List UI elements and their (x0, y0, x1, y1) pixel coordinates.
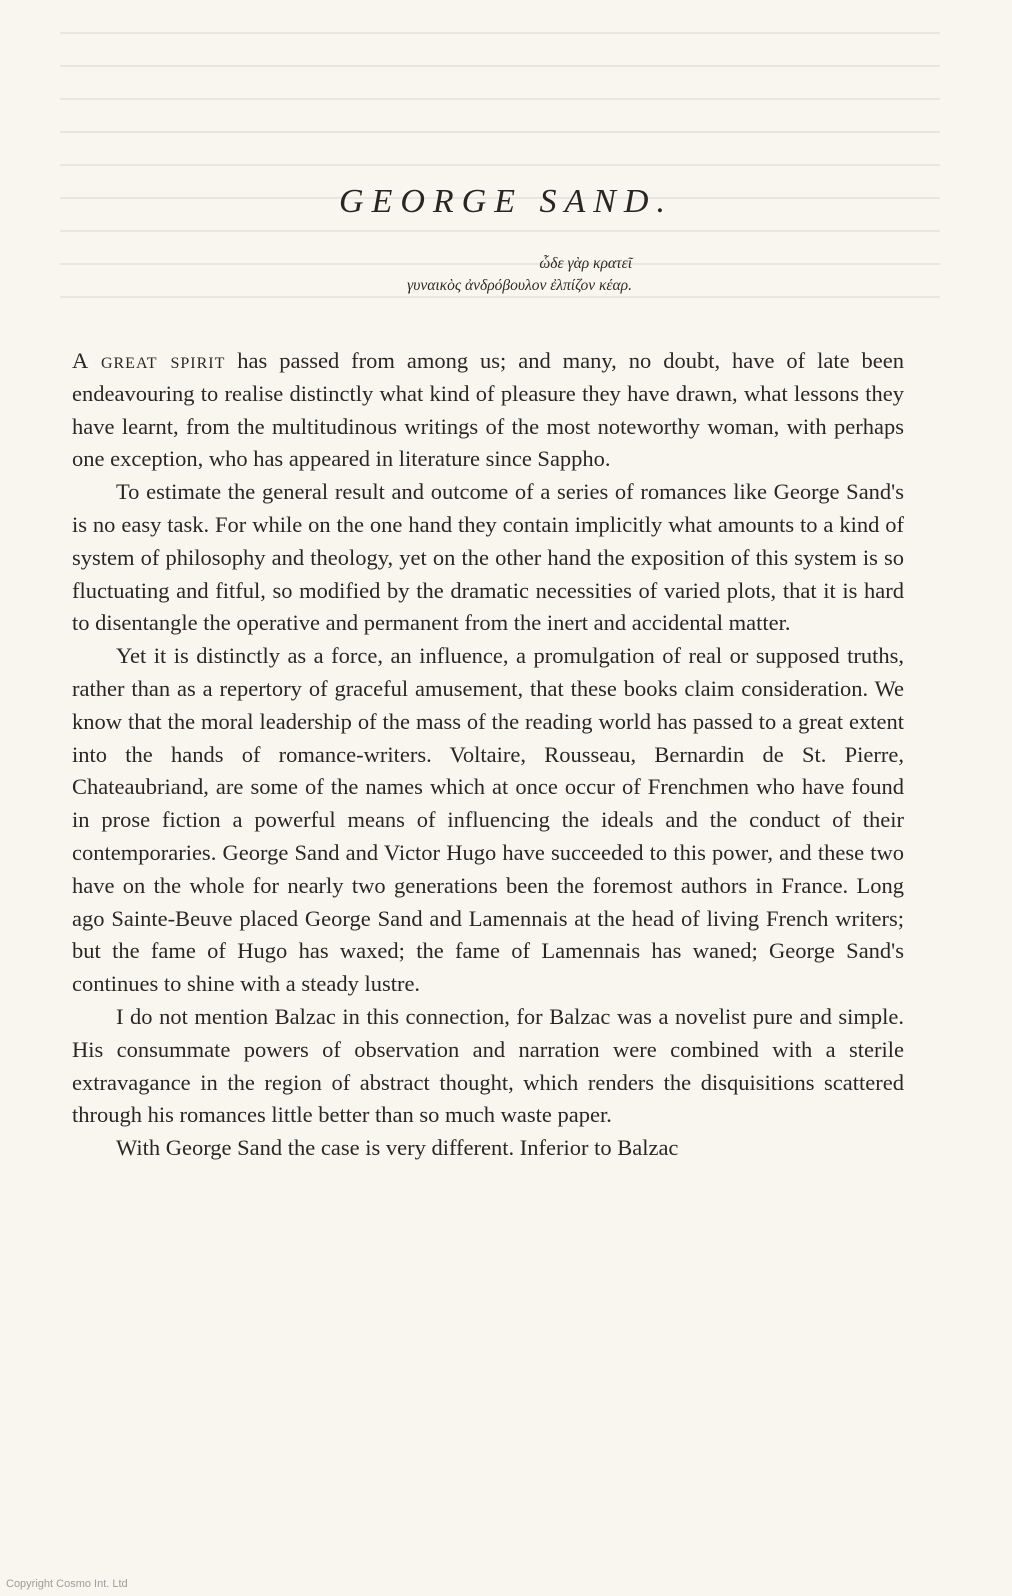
article-title: GEORGE SAND. (339, 183, 673, 220)
paragraph-3: Yet it is distinctly as a force, an influence, a promulgation of real or supposed truths, rather than as a repertory of graceful amusement, that these books claim consideration. We know that the moral leadership of the mass of the reading world has passed to a great extent into the hands of romance-writers. Voltaire, Rousseau, Bernardin de St. Pierre, Chateaubriand, are some of the names which at once occur of Frenchmen who have found in prose fiction a powerful means of influencing the ideals and the conduct of their contemporaries. George Sand and Victor Hugo have succeeded to this power, and these two have on the whole for nearly two generations been the foremost authors in France. Long ago Sainte-Beuve placed George Sand and Lamennais at the head of living French writers; but the fame of Hugo has waxed; the fame of Lamennais has waned; George Sand's continues to shine with a steady lustre. (72, 643, 904, 997)
epigraph-line-2: γυναικὸς ἀνδρόβουλον ἐλπίζον κέαρ. (407, 277, 632, 294)
paragraph-4: I do not mention Balzac in this connection, for Balzac was a novelist pure and simple. His consummate powers of observation and narration were combined with a sterile extravagance in the region of abstract thought, which renders the disquisitions scattered through his romances little better than so much waste paper. (72, 1003, 904, 1128)
opening-small-caps: A great spirit (72, 348, 226, 373)
paragraph-5: With George Sand the case is very different. Inferior to Balzac (116, 1135, 679, 1161)
paragraph-1 (72, 345, 904, 476)
article-body (72, 345, 904, 1165)
paragraph-2: To estimate the general result and outcome of a series of romances like George Sand's is no easy task. For while on the one hand they contain implicitly what amounts to a kind of system of philosophy and theology, yet on the other hand the exposition of this system is so fluctuating and fitful, so modified by the dramatic necessities of varied plots, that it is hard to disentangle the operative and permanent from the inert and accidental matter. (72, 479, 904, 636)
epigraph-line-1: ὧδε γὰρ κρατεῖ (539, 255, 632, 272)
paragraph-1-text: has passed from among us; and many, no doubt, have of late been endeavouring to realise distinctly what kind of pleasure they have drawn, what lessons they have learnt, from the multitudinous writings of the most noteworthy woman, with perhaps one exception, who has appeared in literature since Sappho. (72, 348, 905, 472)
greek-epigraph (280, 253, 632, 297)
copyright-watermark: Copyright Cosmo Int. Ltd (6, 1578, 128, 1590)
